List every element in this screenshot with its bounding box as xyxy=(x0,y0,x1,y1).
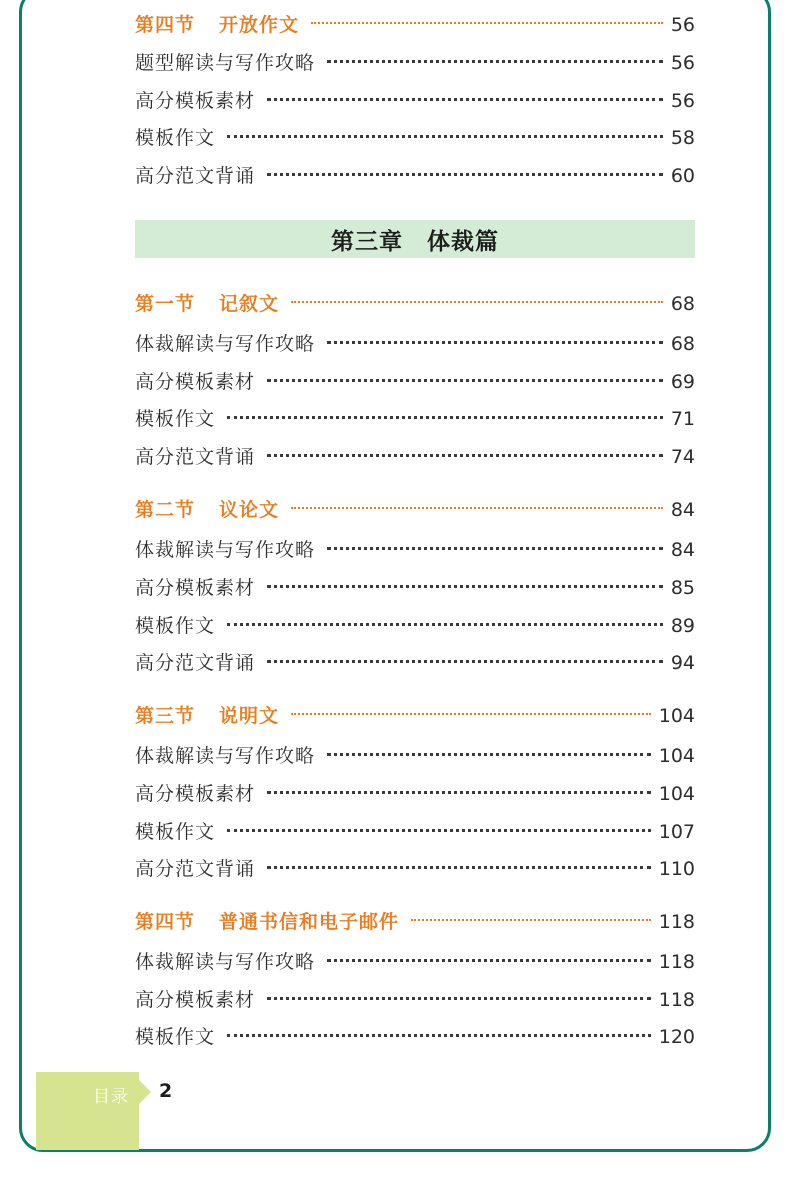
dot-leader xyxy=(411,919,651,921)
section-heading-expository[interactable] xyxy=(135,704,695,728)
footer-tab-label: 目录 xyxy=(93,1087,129,1107)
toc-entry[interactable] xyxy=(135,538,695,562)
toc-entry-label: 模板作文 xyxy=(135,1026,216,1048)
toc-entry-label: 模板作文 xyxy=(135,408,216,430)
toc-entry-label: 模板作文 xyxy=(135,127,216,149)
toc-entry[interactable] xyxy=(135,445,695,469)
dot-leader xyxy=(311,22,663,24)
toc-entry-label: 高分范文背诵 xyxy=(135,652,256,674)
page-number: 58 xyxy=(670,127,695,149)
toc-entry-label: 高分模板素材 xyxy=(135,783,256,805)
toc-entry[interactable] xyxy=(135,407,695,431)
toc-entry-label: 体裁解读与写作攻略 xyxy=(135,333,316,355)
dot-leader xyxy=(267,379,663,382)
toc-entry-label: 体裁解读与写作攻略 xyxy=(135,539,316,561)
section-heading-narrative[interactable] xyxy=(135,292,695,316)
toc-entry-label: 题型解读与写作攻略 xyxy=(135,52,316,74)
toc-entry-label: 模板作文 xyxy=(135,821,216,843)
toc-entry[interactable] xyxy=(135,988,695,1012)
section-heading-label: 第一节 记叙文 xyxy=(135,293,280,315)
section-heading-label: 第二节 议论文 xyxy=(135,499,280,521)
page-number: 68 xyxy=(670,293,695,315)
toc-entry[interactable] xyxy=(135,576,695,600)
dot-leader xyxy=(267,866,651,869)
dot-leader xyxy=(267,585,663,588)
section-heading-argumentative[interactable] xyxy=(135,498,695,522)
toc-entry[interactable] xyxy=(135,1025,695,1049)
toc-entry[interactable] xyxy=(135,744,695,768)
toc-entry[interactable] xyxy=(135,614,695,638)
dot-leader xyxy=(227,1034,651,1037)
page-number: 118 xyxy=(658,951,695,973)
dot-leader xyxy=(267,454,663,457)
page-number: 85 xyxy=(670,577,695,599)
section-heading-label: 第三节 说明文 xyxy=(135,705,280,727)
section-heading-open-writing[interactable] xyxy=(135,13,695,37)
page-number: 94 xyxy=(670,652,695,674)
toc-entry-label: 高分模板素材 xyxy=(135,989,256,1011)
dot-leader xyxy=(267,791,651,794)
page-number: 56 xyxy=(670,52,695,74)
dot-leader xyxy=(327,60,663,63)
toc-entry[interactable] xyxy=(135,370,695,394)
dot-leader xyxy=(327,341,663,344)
page-number: 60 xyxy=(670,165,695,187)
page-number: 69 xyxy=(670,371,695,393)
toc-entry-label: 高分范文背诵 xyxy=(135,446,256,468)
footer-page-number: 2 xyxy=(159,1080,173,1102)
page-number: 104 xyxy=(658,783,695,805)
page-number: 56 xyxy=(670,14,695,36)
page-number: 107 xyxy=(658,821,695,843)
dot-leader xyxy=(327,753,651,756)
toc-entry-label: 高分范文背诵 xyxy=(135,858,256,880)
toc-entry[interactable] xyxy=(135,857,695,881)
dot-leader xyxy=(227,623,663,626)
toc-entry[interactable] xyxy=(135,164,695,188)
toc-entry[interactable] xyxy=(135,651,695,675)
page-number: 74 xyxy=(670,446,695,468)
chapter-title: 第三章 体裁篇 xyxy=(331,228,499,255)
toc-entry-label: 体裁解读与写作攻略 xyxy=(135,745,316,767)
dot-leader xyxy=(267,98,663,101)
dot-leader xyxy=(291,301,663,303)
toc-entry[interactable] xyxy=(135,950,695,974)
toc-entry[interactable] xyxy=(135,51,695,75)
page-number: 71 xyxy=(670,408,695,430)
page-number: 120 xyxy=(658,1026,695,1048)
section-heading-label: 第四节 普通书信和电子邮件 xyxy=(135,911,400,933)
chapter-heading-band xyxy=(135,220,695,258)
section-heading-label: 第四节 开放作文 xyxy=(135,14,300,36)
page-number: 84 xyxy=(670,499,695,521)
page-number: 104 xyxy=(658,705,695,727)
toc-entry[interactable] xyxy=(135,782,695,806)
page-number: 118 xyxy=(658,989,695,1011)
toc-entry-label: 高分模板素材 xyxy=(135,90,256,112)
dot-leader xyxy=(267,660,663,663)
toc-entry-label: 高分模板素材 xyxy=(135,371,256,393)
toc-entry-label: 高分模板素材 xyxy=(135,577,256,599)
toc-entry[interactable] xyxy=(135,332,695,356)
dot-leader xyxy=(327,547,663,550)
toc-entry[interactable] xyxy=(135,820,695,844)
page-number: 118 xyxy=(658,911,695,933)
dot-leader xyxy=(267,997,651,1000)
dot-leader xyxy=(227,135,663,138)
page-number: 56 xyxy=(670,90,695,112)
toc-entry[interactable] xyxy=(135,89,695,113)
page-number: 84 xyxy=(670,539,695,561)
section-heading-letters-email[interactable] xyxy=(135,910,695,934)
page-number: 68 xyxy=(670,333,695,355)
dot-leader xyxy=(227,829,651,832)
toc-entry[interactable] xyxy=(135,126,695,150)
page-number: 110 xyxy=(658,858,695,880)
footer-arrow-icon xyxy=(139,1080,151,1104)
toc-entry-label: 模板作文 xyxy=(135,615,216,637)
dot-leader xyxy=(267,173,663,176)
toc-entry-label: 体裁解读与写作攻略 xyxy=(135,951,316,973)
dot-leader xyxy=(291,713,651,715)
dot-leader xyxy=(227,416,663,419)
toc-entry-label: 高分范文背诵 xyxy=(135,165,256,187)
page-number: 104 xyxy=(658,745,695,767)
page-number: 89 xyxy=(670,615,695,637)
dot-leader xyxy=(327,959,651,962)
dot-leader xyxy=(291,507,663,509)
